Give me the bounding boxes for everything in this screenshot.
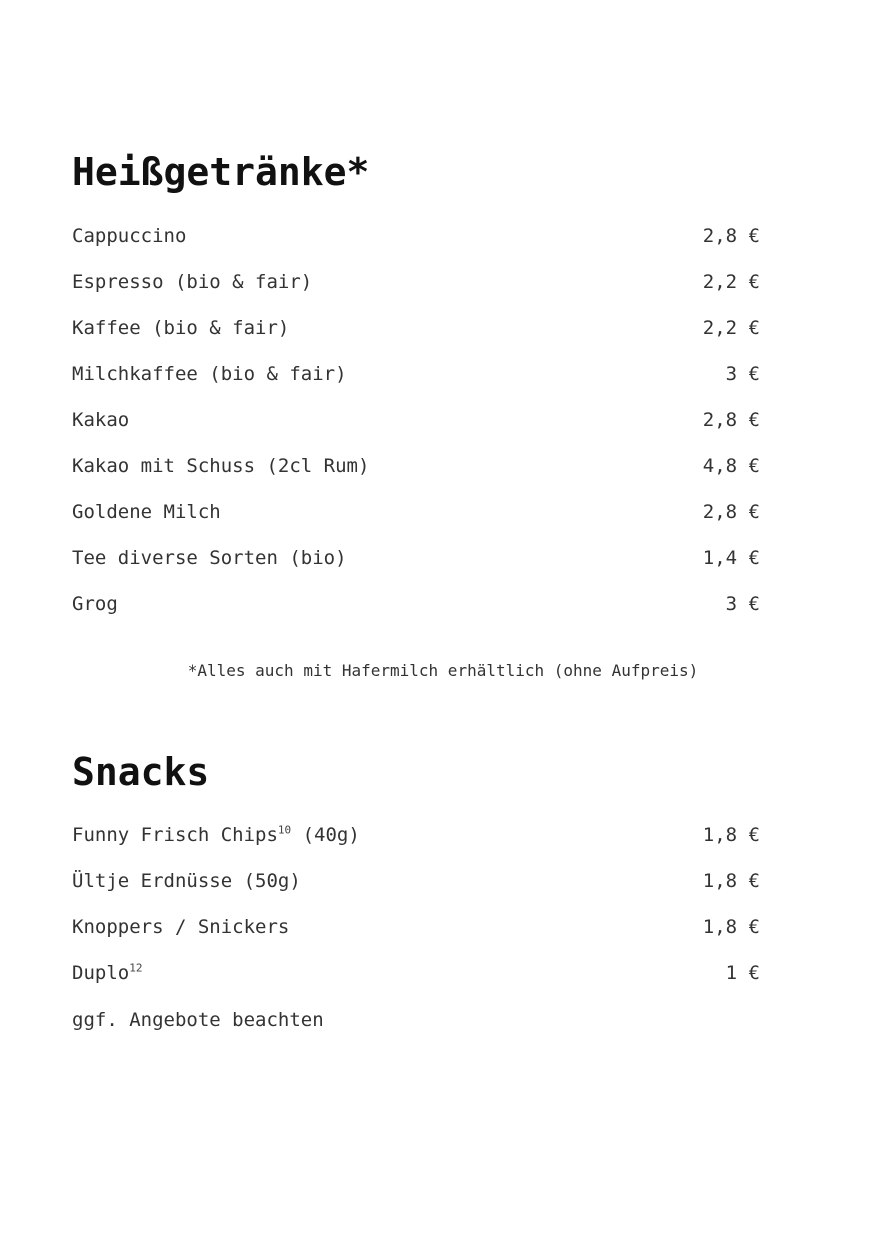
item-name: Kakao mit Schuss (2cl Rum) xyxy=(72,455,370,477)
offers-note: ggf. Angebote beachten xyxy=(72,1009,324,1031)
item-name: Goldene Milch xyxy=(72,501,221,523)
item-name: Cappuccino xyxy=(72,225,187,247)
menu-item-milchkaffee xyxy=(72,360,760,406)
menu-item-kakao xyxy=(72,406,760,452)
menu-item-tee xyxy=(72,544,760,590)
item-price: 1 € xyxy=(725,962,760,984)
item-name: Funny Frisch Chips$^{10}$ (40g) xyxy=(72,823,360,846)
menu-item-ueltje xyxy=(72,867,760,913)
hot-drinks-list xyxy=(72,222,760,636)
menu-item-espresso xyxy=(72,268,760,314)
snacks-title: Snacks xyxy=(72,750,210,794)
item-name: Ültje Erdnüsse (50g) xyxy=(72,870,301,892)
item-price: 3 € xyxy=(725,593,760,615)
menu-item-duplo xyxy=(72,959,760,1005)
menu-item-kaffee xyxy=(72,314,760,360)
menu-item-kakao-mit-schuss xyxy=(72,452,760,498)
item-price: 1,8 € xyxy=(702,870,760,892)
item-price: 2,8 € xyxy=(702,501,760,523)
item-price: 1,8 € xyxy=(702,916,760,938)
item-price: 3 € xyxy=(725,363,760,385)
item-price: 1,8 € xyxy=(702,824,760,846)
item-price: 1,4 € xyxy=(702,547,760,569)
item-name: Milchkaffee (bio & fair) xyxy=(72,363,347,385)
item-name: Knoppers / Snickers xyxy=(72,916,290,938)
item-price: 2,2 € xyxy=(702,317,760,339)
menu-item-goldene-milch xyxy=(72,498,760,544)
item-name: Kaffee (bio & fair) xyxy=(72,317,290,339)
item-name: Espresso (bio & fair) xyxy=(72,271,313,293)
menu-item-grog xyxy=(72,590,760,636)
menu-item-cappuccino xyxy=(72,222,760,268)
item-price: 2,2 € xyxy=(702,271,760,293)
item-price: 4,8 € xyxy=(702,455,760,477)
allergen-superscript: 10 xyxy=(277,823,292,837)
item-price: 2,8 € xyxy=(702,225,760,247)
item-price: 2,8 € xyxy=(702,409,760,431)
item-name: Grog xyxy=(72,593,118,615)
allergen-superscript: 12 xyxy=(129,961,143,975)
menu-item-funny-frisch xyxy=(72,821,760,867)
item-name: Duplo$^{12}$ xyxy=(72,961,143,984)
item-name: Kakao xyxy=(72,409,130,431)
hafermilch-footnote: *Alles auch mit Hafermilch erhältlich (ohne Aufpreis) xyxy=(187,661,699,680)
hot-drinks-title: Heißgetränke* xyxy=(72,150,370,194)
snacks-list xyxy=(72,821,760,1005)
item-name: Tee diverse Sorten (bio) xyxy=(72,547,347,569)
menu-item-knoppers-snickers xyxy=(72,913,760,959)
